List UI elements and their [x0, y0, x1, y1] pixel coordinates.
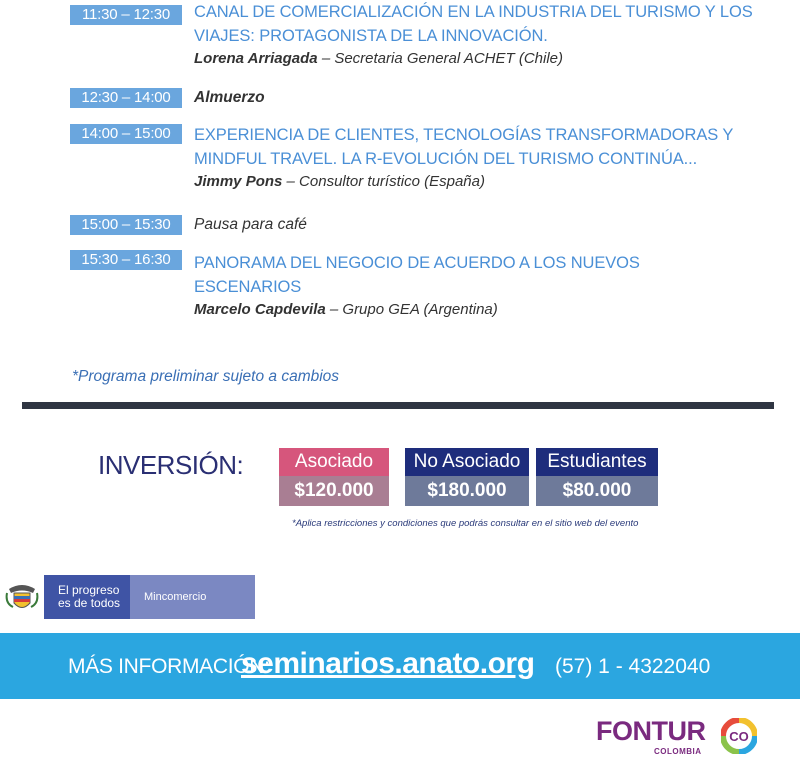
price-students [536, 448, 658, 506]
price-value: $120.000 [279, 476, 389, 506]
program-note: *Programa preliminar sujeto a cambios [72, 368, 340, 385]
investment-label: INVERSIÓN: [98, 450, 244, 480]
price-category: Estudiantes [536, 448, 658, 476]
speaker [194, 171, 754, 193]
website-link[interactable]: seminarios.anato.org [241, 647, 535, 680]
fontur-logo [596, 716, 766, 760]
co-badge-text: CO [729, 729, 749, 744]
price-disclaimer: *Aplica restricciones y condiciones que podrás consultar en el sitio web del evento [292, 518, 639, 529]
phone-number: (57) 1 - 4322040 [555, 655, 711, 678]
speaker-name: Marcelo Capdevila [194, 301, 326, 318]
speaker [194, 48, 754, 70]
speaker-name: Jimmy Pons [194, 173, 283, 190]
session-title: CANAL DE COMERCIALIZACIÓN EN LA INDUSTRIA DEL TURISMO Y LOS VIAJES: PROTAGONISTA DE LA INNOVACIÓN. [194, 3, 753, 45]
time-badge: 15:30 – 16:30 [70, 250, 182, 270]
price-non-associate [405, 448, 529, 506]
speaker-role: – Consultor turístico (España) [282, 173, 485, 190]
time-badge: 11:30 – 12:30 [70, 5, 182, 25]
session-title: Almuerzo [194, 89, 265, 106]
government-logo [0, 575, 255, 619]
co-badge-icon [721, 718, 757, 754]
speaker [194, 299, 754, 321]
time-badge: 12:30 – 14:00 [70, 88, 182, 108]
session-title: Pausa para café [194, 216, 307, 233]
gov-slogan: El progreso es de todos [44, 575, 130, 619]
price-value: $180.000 [405, 476, 529, 506]
time-badge: 14:00 – 15:00 [70, 124, 182, 144]
session-title: PANORAMA DEL NEGOCIO DE ACUERDO A LOS NUEVOS ESCENARIOS [194, 254, 640, 296]
fontur-country: COLOMBIA [654, 747, 702, 756]
price-category: No Asociado [405, 448, 529, 476]
coat-of-arms-icon [0, 575, 44, 619]
price-value: $80.000 [536, 476, 658, 506]
section-divider [22, 402, 774, 409]
speaker-name: Lorena Arriagada [194, 50, 318, 67]
fontur-wordmark: FONTUR [596, 716, 706, 746]
price-associate [279, 448, 389, 506]
speaker-role: – Secretaria General ACHET (Chile) [317, 50, 564, 67]
session-title: EXPERIENCIA DE CLIENTES, TECNOLOGÍAS TRANSFORMADORAS Y MINDFUL TRAVEL. LA R-EVOLUCIÓN DEL TURISMO CONTINÚA... [194, 126, 733, 168]
price-category: Asociado [279, 448, 389, 476]
ministry-name: Mincomercio [130, 575, 255, 619]
info-label: MÁS INFORMACIÓN: [68, 655, 270, 678]
info-bar [0, 633, 800, 699]
speaker-role: – Grupo GEA (Argentina) [325, 301, 498, 318]
time-badge: 15:00 – 15:30 [70, 215, 182, 235]
